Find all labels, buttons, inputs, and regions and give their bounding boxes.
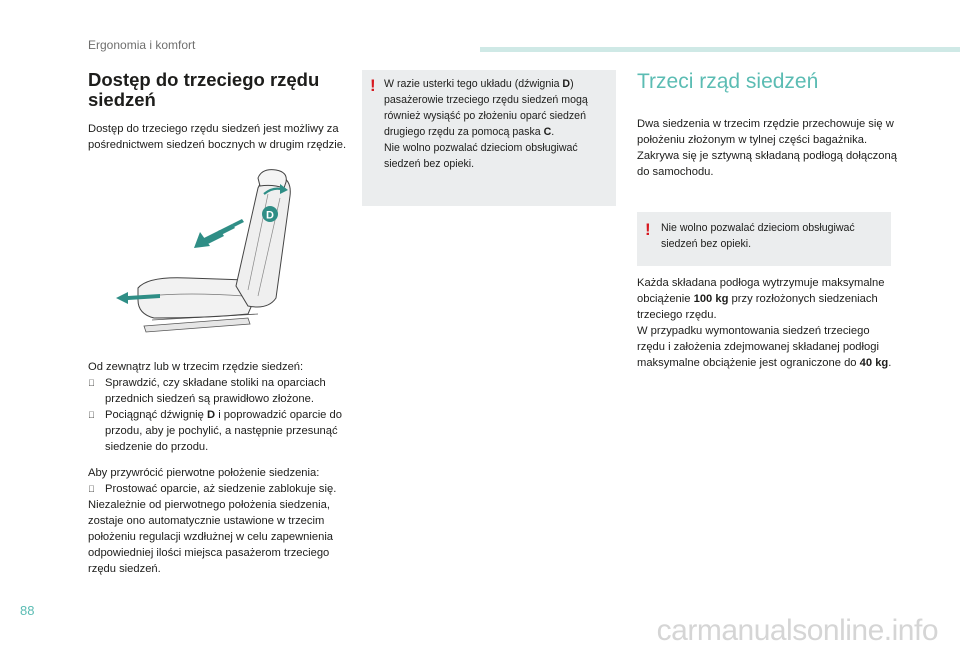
watermark: carmanualsonline.info <box>656 614 938 647</box>
step-pull-lever-text: Pociągnąć dźwignię <box>105 409 207 421</box>
step-check-tables-text: Sprawdzić, czy składane stoliki na oparciach przednich siedzeń są prawidłowo złożone. <box>105 377 326 405</box>
figure-label-d: D <box>266 209 274 222</box>
right-column-lower <box>637 275 899 371</box>
left-column-lower <box>88 359 350 577</box>
load-text: Każda składana podłoga wytrzymuje maksymalne obciążenie <box>637 277 885 305</box>
load-paragraph <box>637 275 899 323</box>
warning-note-children-text: Nie wolno pozwalać dzieciom obsługiwać siedzeń bez opieki. <box>661 222 855 250</box>
exclamation-icon: ! <box>370 76 376 95</box>
page-number: 88 <box>20 603 35 618</box>
third-row-intro: Dwa siedzenia w trzecim rzędzie przechowuje się w położeniu złożonym w tylnej części bagażnika. Zakrywa się je sztywną składaną podłogą dołączoną do samochodu. <box>637 118 897 178</box>
left-column <box>88 70 348 153</box>
step-straighten-text: Prostować oparcie, aż siedzenie zablokuje się. <box>105 483 337 495</box>
note-part: W razie usterki tego układu (dźwignia <box>384 78 563 90</box>
lever-label-d: D <box>207 409 216 421</box>
seat-illustration <box>108 168 296 336</box>
load-value-100kg: 100 kg <box>693 293 729 305</box>
seat-diagram <box>108 168 296 336</box>
note-strap-c: C <box>543 126 552 138</box>
bullet-icon <box>88 481 95 497</box>
running-header: Ergonomia i komfort <box>88 38 196 52</box>
note-part: ) pasażerowie trzeciego rzędu siedzeń mogą również wysiąść po złożeniu oparć siedzeń drugiego rzędu za pomocą paska <box>384 78 588 138</box>
step-pull-lever <box>88 407 350 455</box>
note-lever-d: D <box>562 78 571 90</box>
warning-note-fault <box>362 70 616 206</box>
bullet-icon <box>88 407 95 423</box>
restore-intro: Aby przywrócić pierwotne położenie siedzenia: <box>88 467 320 479</box>
warning-note-text <box>384 76 612 172</box>
exclamation-icon: ! <box>645 220 651 239</box>
section-heading-access: Dostęp do trzeciego rzędu siedzeń <box>88 69 320 110</box>
access-intro: Dostęp do trzeciego rzędu siedzeń jest możliwy za pośrednictwem siedzeń bocznych w drugim rzędzie. <box>88 123 347 151</box>
note-children-warning: Nie wolno pozwalać dzieciom obsługiwać siedzeń bez opieki. <box>384 142 578 170</box>
removed-text: W przypadku wymontowania siedzeń trzeciego rzędu i założenia zdejmowanej składanej podłogi maksymalne obciążenie jest ograniczone do <box>637 325 879 369</box>
header-accent-bar <box>480 47 960 52</box>
step-pull-lever-text-end: i poprowadzić oparcie do przodu, aby je pochylić, a następnie przesunąć siedzenie do przodu. <box>105 409 342 453</box>
outside-intro: Od zewnątrz lub w trzecim rzędzie siedzeń: <box>88 361 304 373</box>
load-value-40kg: 40 kg <box>859 357 889 369</box>
removed-seats-paragraph <box>637 323 899 371</box>
step-straighten-backrest <box>88 481 350 497</box>
section-heading-third-row: Trzeci rząd siedzeń <box>637 70 819 93</box>
removed-text-end: . <box>888 357 892 369</box>
step-check-tables <box>88 375 350 407</box>
load-text-end: przy rozłożonych siedzeniach trzeciego rzędu. <box>637 293 878 321</box>
bullet-icon <box>88 375 95 391</box>
closing-paragraph: Niezależnie od pierwotnego położenia siedzenia, zostaje ono automatycznie ustawione w trzecim położeniu regulacji wzdłużnej w celu zapewnienia odpowiedniej ilości miejsca pasażerom trzeciego rzędu siedzeń. <box>88 499 334 575</box>
right-column <box>637 70 899 180</box>
note-part: . <box>551 126 555 138</box>
warning-note-children <box>637 212 891 266</box>
